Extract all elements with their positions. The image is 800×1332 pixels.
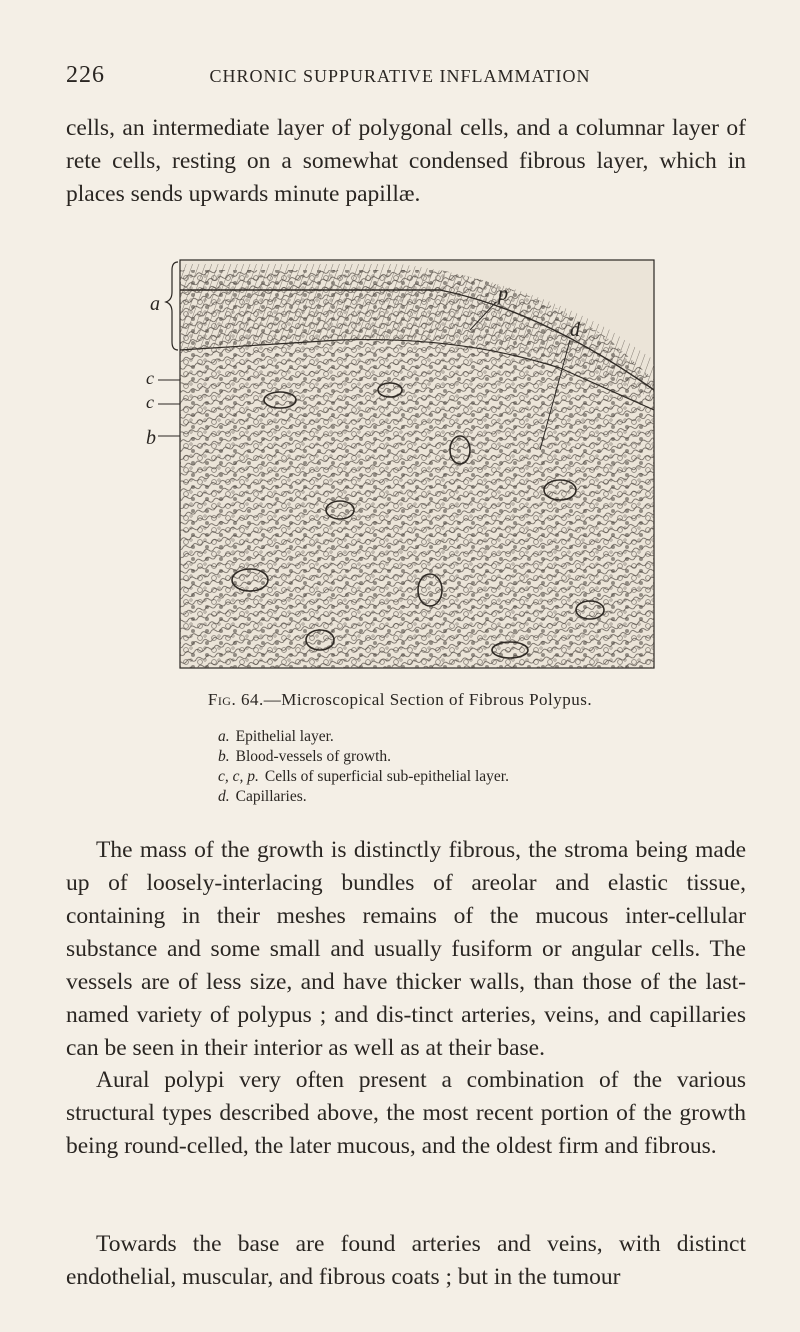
legend-item: b. Blood-vessels of growth. <box>218 748 392 765</box>
legend-item: c, c, p. Cells of superficial sub-epithelial layer. <box>218 768 509 785</box>
legend-item: a. Epithelial layer. <box>218 728 334 745</box>
label-d: d <box>570 319 580 341</box>
page-header <box>66 62 734 92</box>
label-b: b <box>146 427 156 449</box>
figure-title: —Microscopical Section of Fibrous Polypus. <box>263 690 593 709</box>
figure-caption <box>0 690 800 710</box>
microscopic-section-drawing <box>140 250 660 680</box>
figure-legend <box>218 727 509 807</box>
paragraph-fibrous-mass: The mass of the growth is distinctly fibrous, the stroma being made up of loosely-interlacing bundles of areolar and elastic tissue, containing in their meshes remains of the mucous inter-cellular substance and some small and usually fusiform or angular cells. The vessels are of less size, and have thicker walls, than those of the last-named variety of polypus ; and dis-tinct arteries, veins, and capillaries can be seen in their interior as well as at their base. <box>66 837 746 1061</box>
label-p: p <box>498 283 508 305</box>
legend-item: d. Capillaries. <box>218 788 307 805</box>
page-number: 226 <box>66 62 105 88</box>
bracket-a <box>166 262 178 350</box>
label-c-upper: c <box>146 368 154 388</box>
figure-64-illustration <box>140 250 660 680</box>
label-a: a <box>150 293 160 315</box>
paragraph-aural-polypi: Aural polypi very often present a combination of the various structural types described above, the most recent portion of the growth being round-celled, the later mucous, and the oldest firm and fibrous. <box>66 1067 746 1159</box>
label-c-lower: c <box>146 392 154 412</box>
paragraph-epithelium: cells, an intermediate layer of polygonal cells, and a columnar layer of rete cells, resting on a somewhat condensed fibrous layer, which in places sends upwards minute papillæ. <box>66 115 746 207</box>
paragraph-base: Towards the base are found arteries and veins, with distinct endothelial, muscular, and fibrous coats ; but in the tumour <box>66 1231 746 1290</box>
running-head: CHRONIC SUPPURATIVE INFLAMMATION <box>209 66 591 86</box>
figure-number: Fig. 64. <box>207 690 264 709</box>
